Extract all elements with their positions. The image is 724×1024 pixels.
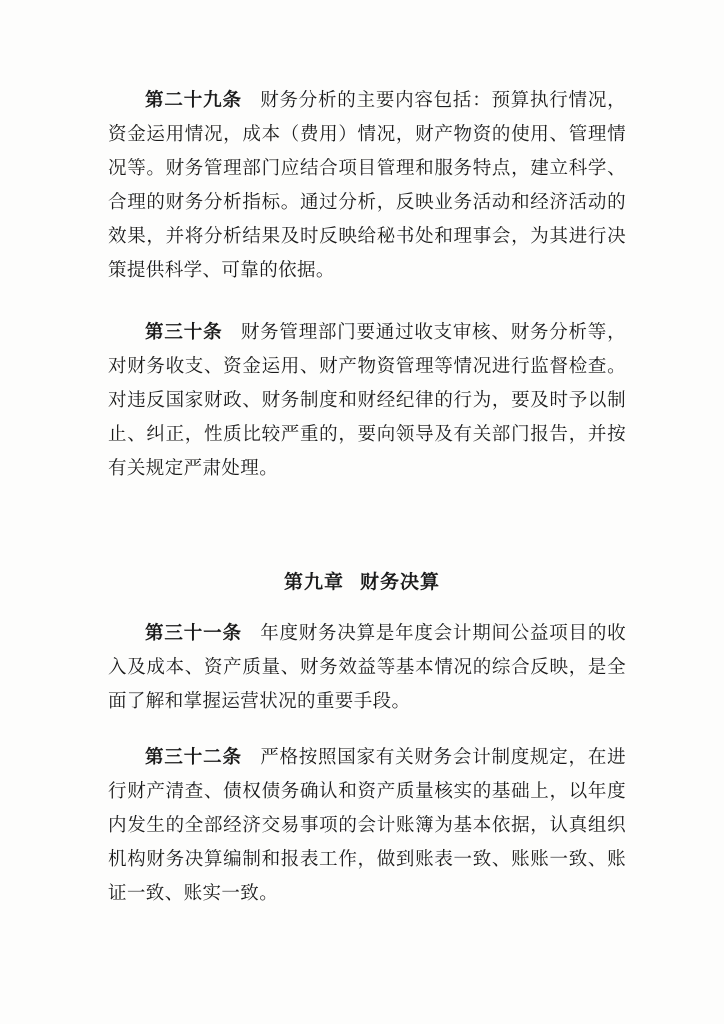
article-title: 第二十九条 bbox=[145, 90, 242, 111]
chapter-number: 第九章 bbox=[283, 571, 344, 593]
article-31 bbox=[108, 617, 626, 719]
article-title: 第三十条 bbox=[145, 322, 223, 343]
chapter-heading bbox=[0, 565, 724, 599]
article-title: 第三十二条 bbox=[145, 747, 242, 768]
chapter-title: 财务决算 bbox=[360, 571, 441, 593]
article-body: 年度财务决算是年度会计期间公益项目的收入及成本、资产质量、财务效益等基本情况的综合反映，是全面了解和掌握运营状况的重要手段。 bbox=[108, 623, 626, 712]
article-body: 财务分析的主要内容包括：预算执行情况，资金运用情况，成本（费用）情况，财产物资的使用、管理情况等。财务管理部门应结合项目管理和服务特点，建立科学、合理的财务分析指标。通过分析，反映业务活动和经济活动的效果，并将分析结果及时反映给秘书处和理事会，为其进行决策提供科学、可靠的依据。 bbox=[108, 90, 626, 281]
article-paragraph bbox=[108, 741, 626, 911]
article-body: 财务管理部门要通过收支审核、财务分析等，对财务收支、资金运用、财产物资管理等情况进行监督检查。对违反国家财政、财务制度和财经纪律的行为，要及时予以制止、纠正，性质比较严重的，要向领导及有关部门报告，并按有关规定严肃处理。 bbox=[108, 322, 626, 479]
article-32 bbox=[108, 741, 626, 911]
article-29 bbox=[108, 84, 626, 288]
article-paragraph bbox=[108, 316, 626, 486]
article-paragraph bbox=[108, 617, 626, 719]
article-30 bbox=[108, 316, 626, 486]
article-title: 第三十一条 bbox=[145, 623, 242, 644]
article-paragraph bbox=[108, 84, 626, 288]
article-body: 严格按照国家有关财务会计制度规定，在进行财产清查、债权债务确认和资产质量核实的基础上，以年度内发生的全部经济交易事项的会计账簿为基本依据，认真组织机构财务决算编制和报表工作，做到账表一致、账账一致、账证一致、账实一致。 bbox=[108, 747, 626, 904]
